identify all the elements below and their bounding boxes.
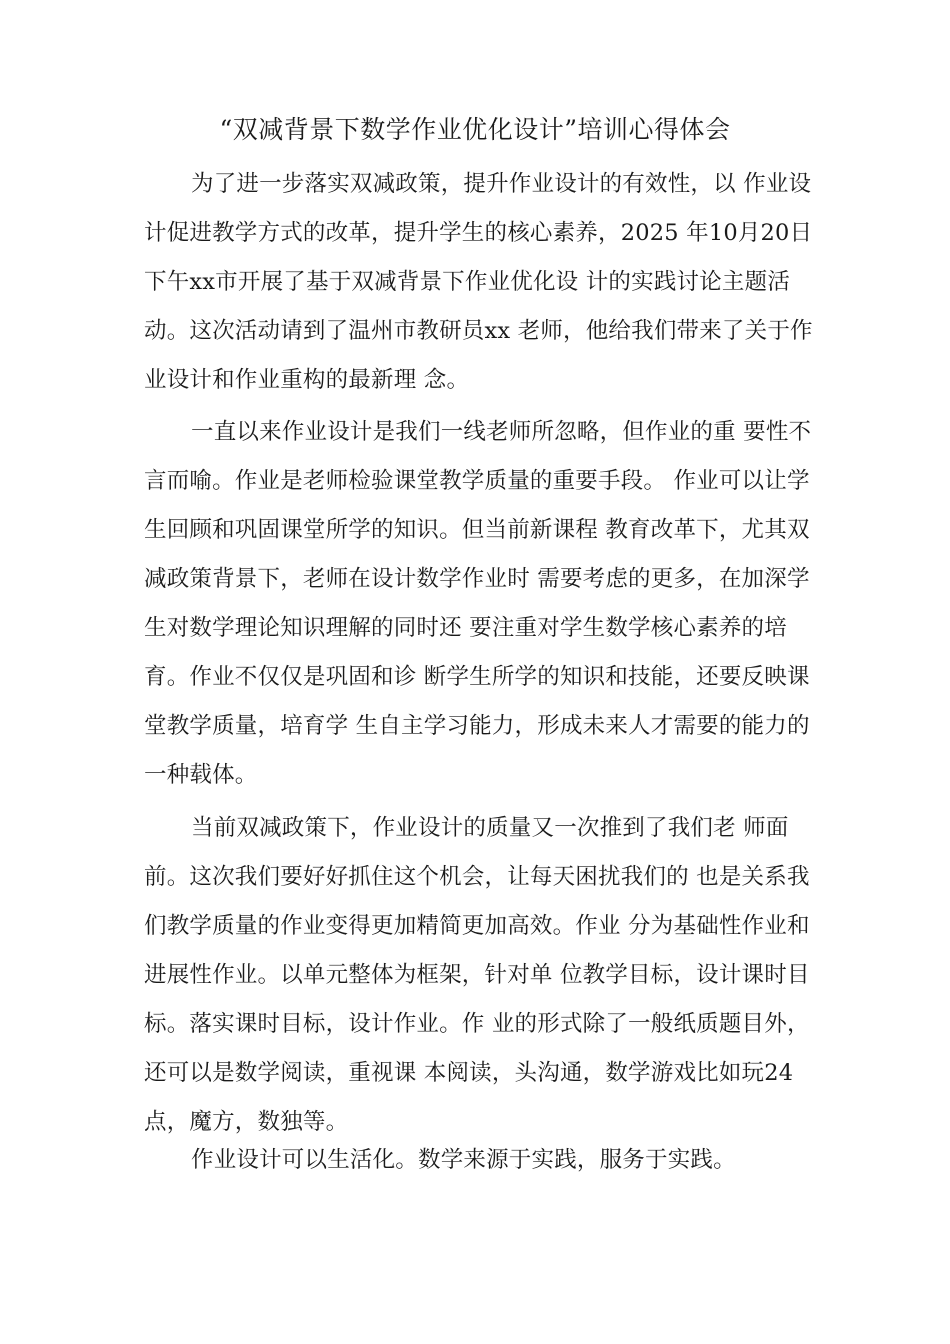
paragraph-line: 前。这次我们要好好抓住这个机会，让每天困扰我们的 也是关系我 <box>144 864 810 890</box>
paragraph-line: 育。作业不仅仅是巩固和诊 断学生所学的知识和技能，还要反映课 <box>144 664 810 690</box>
paragraph-line: 为了进一步落实双减政策，提升作业设计的有效性，以 作业设 <box>191 171 812 197</box>
paragraph-line: 生回顾和巩固课堂所学的知识。但当前新课程 教育改革下，尤其双 <box>144 517 810 543</box>
paragraph-line: 进展性作业。以单元整体为框架，针对单 位教学目标，设计课时目 <box>144 962 810 988</box>
paragraph-line: 作业设计可以生活化。数学来源于实践，服务于实践。 <box>191 1147 736 1173</box>
paragraph-line: 标。落实课时目标，设计作业。作 业的形式除了一般纸质题目外， <box>144 1011 810 1037</box>
paragraph-line: 减政策背景下，老师在设计数学作业时 需要考虑的更多，在加深学 <box>144 566 810 592</box>
paragraph-line: 点，魔方，数独等。 <box>144 1109 349 1135</box>
paragraph-line: 言而喻。作业是老师检验课堂教学质量的重要手段。 作业可以让学 <box>144 468 810 494</box>
paragraph-line: 堂教学质量，培育学 生自主学习能力，形成未来人才需要的能力的 <box>144 713 810 739</box>
paragraph-line: 当前双减政策下，作业设计的质量又一次推到了我们老 师面 <box>191 815 789 841</box>
paragraph-line: 业设计和作业重构的最新理 念。 <box>144 367 470 393</box>
document-title: “双减背景下数学作业优化设计”培训心得体会 <box>219 115 731 144</box>
paragraph-line: 生对数学理论知识理解的同时还 要注重对学生数学核心素养的培 <box>144 615 787 641</box>
paragraph-line: 动。这次活动请到了温州市教研员xx 老师，他给我们带来了关于作 <box>144 318 813 344</box>
paragraph-line: 一种载体。 <box>144 762 258 788</box>
paragraph-line: 下午xx市开展了基于双减背景下作业优化设 计的实践讨论主题活 <box>144 269 791 295</box>
paragraph-line: 们教学质量的作业变得更加精简更加高效。作业 分为基础性作业和 <box>144 913 810 939</box>
paragraph-line: 一直以来作业设计是我们一线老师所忽略，但作业的重 要性不 <box>191 419 812 445</box>
paragraph-line: 计促进教学方式的改革，提升学生的核心素养，2025 年10月20日 <box>144 220 813 246</box>
paragraph-line: 还可以是数学阅读，重视课 本阅读，头沟通，数学游戏比如玩24 <box>144 1060 794 1086</box>
